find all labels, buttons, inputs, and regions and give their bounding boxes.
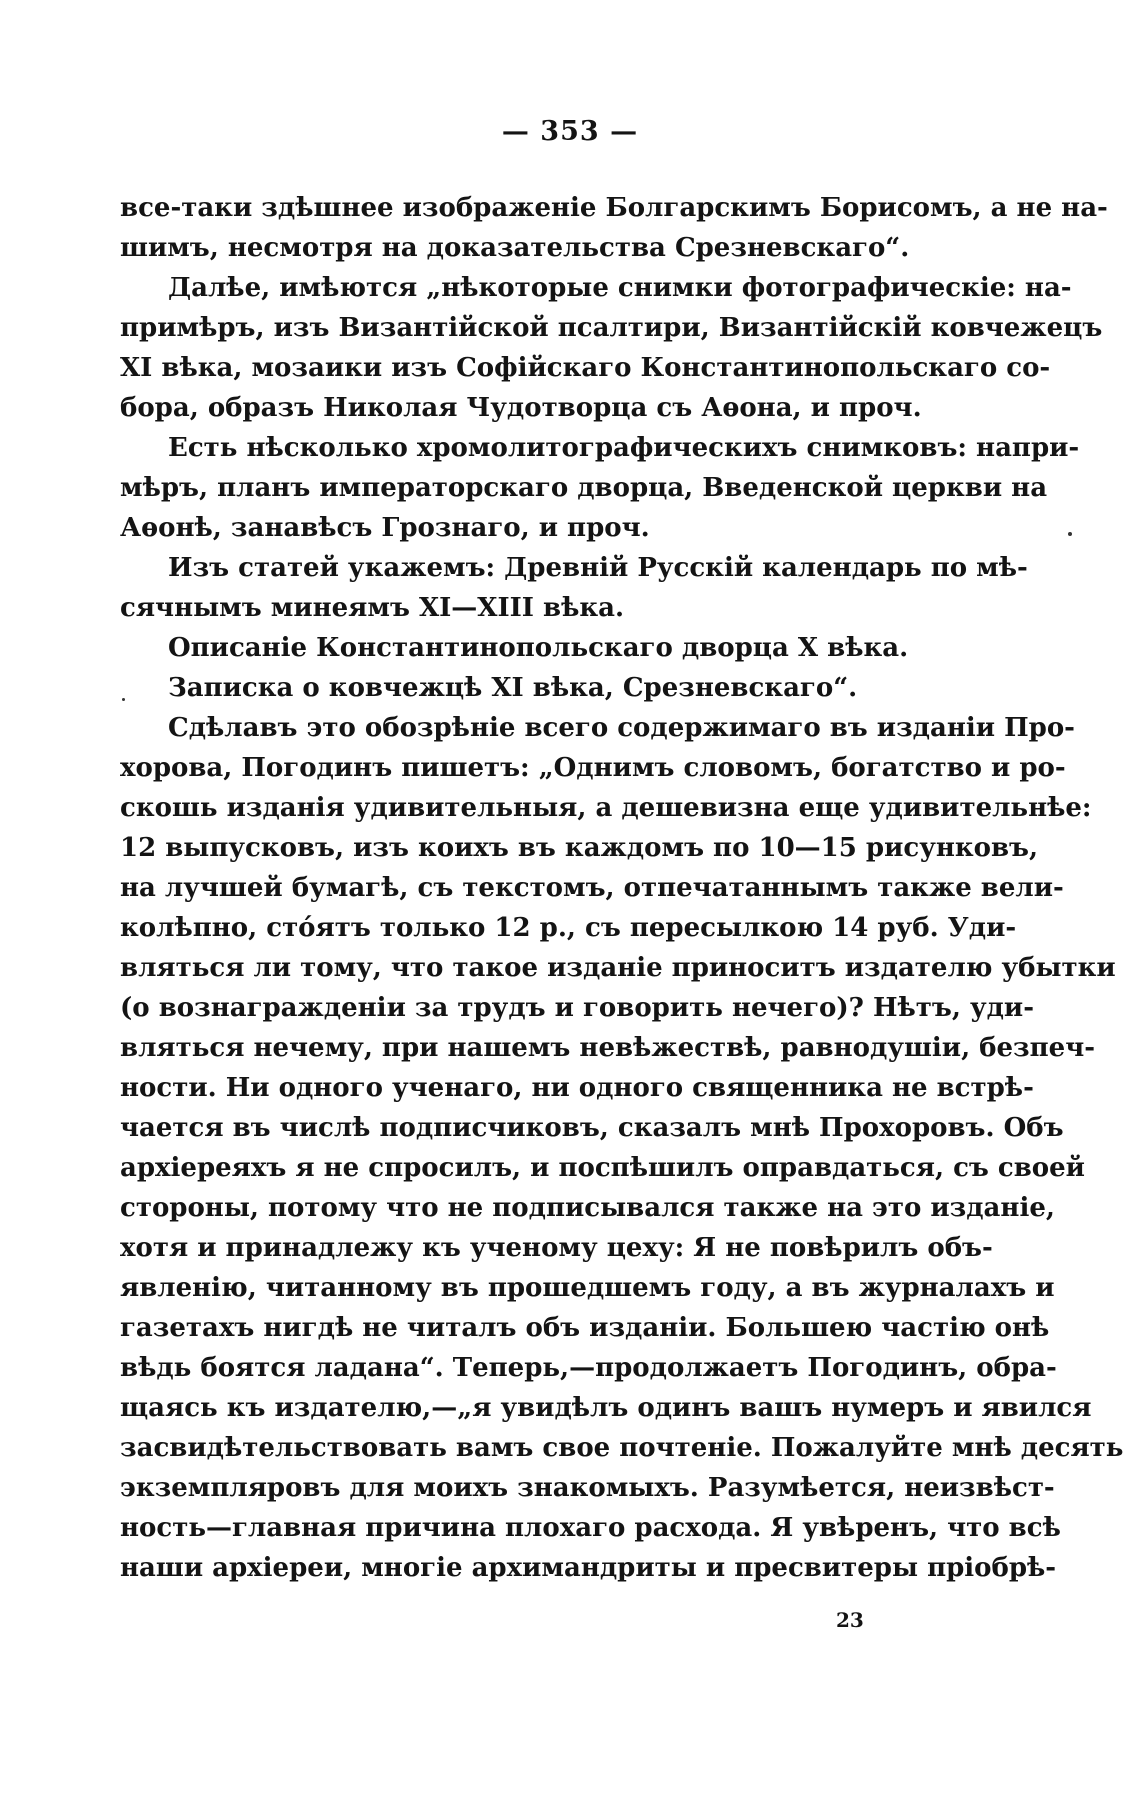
text-line: колѣпно, стóятъ только 12 р., съ пересылкою 14 руб. Уди- [120,913,1017,943]
text-line: все-таки здѣшнее изображенiе Болгарскимъ Борисомъ, а не на- [120,193,1108,223]
text-line: XI вѣка, мозаики изъ Софiйскаго Константинопольскаго со- [120,353,1051,383]
text-line: экземпляровъ для моихъ знакомыхъ. Разумѣется, неизвѣст- [120,1473,1055,1503]
signature-mark: 23 [836,1608,864,1632]
text-line: (о вознагражденiи за трудъ и говорить нечего)? Нѣтъ, уди- [120,993,1034,1023]
text-line: Аѳонѣ, занавѣсъ Грознаго, и проч. [120,513,650,543]
text-line: архiереяхъ я не спросилъ, и поспѣшилъ оправдаться, съ своей [120,1153,1085,1183]
text-line: на лучшей бумагѣ, съ текстомъ, отпечатаннымъ также вели- [120,873,1064,903]
text-line: вляться нечему, при нашемъ невѣжествѣ, равнодушiи, безпеч- [120,1033,1096,1063]
text-line: вѣдь боятся ладана“. Теперь,—продолжаетъ Погодинъ, обра- [120,1353,1057,1383]
text-line: сячнымъ минеямъ XI—XIII вѣка. [120,593,625,623]
text-line: шимъ, несмотря на доказательства Срезневскаго“. [120,233,910,263]
text-line: ности. Ни одного ученаго, ни одного священника не встрѣ- [120,1073,1034,1103]
scan-artifact [0,0,150,18]
text-line: Записка о ковчежцѣ XI вѣка, Срезневскаго“. [168,673,858,703]
text-line: Есть нѣсколько хромолитографическихъ снимковъ: напри- [168,433,1080,463]
text-line: ность—главная причина плохаго расхода. Я увѣренъ, что всѣ [120,1513,1061,1543]
page-number: — 353 — [501,116,639,147]
text-line: засвидѣтельствовать вамъ свое почтенiе. Пожалуйте мнѣ десять [120,1433,1124,1463]
ink-speck [1068,532,1072,536]
text-line: 12 выпусковъ, изъ коихъ въ каждомъ по 10—15 рисунковъ, [120,833,1039,863]
text-line: Изъ статей укажемъ: Древнiй Русскiй календарь по мѣ- [168,553,1028,583]
text-line: газетахъ нигдѣ не читалъ объ изданiи. Большею частiю онѣ [120,1313,1050,1343]
text-line: стороны, потому что не подписывался также на это изданiе, [120,1193,1055,1223]
text-line: бора, образъ Николая Чудотворца съ Аѳона, и проч. [120,393,922,423]
text-line: щаясь къ издателю,—„я увидѣлъ одинъ вашъ нумеръ и явился [120,1393,1092,1423]
text-line: наши архiереи, многiе архимандриты и пресвитеры прiобрѣ- [120,1553,1057,1583]
text-line: хотя и принадлежу къ ученому цеху: Я не повѣрилъ объ- [120,1233,993,1263]
text-line: Далѣе, имѣются „нѣкоторые снимки фотографическiе: на- [168,273,1072,303]
text-line: вляться ли тому, что такое изданiе приноситъ издателю убытки [120,953,1116,983]
text-line: мѣръ, планъ императорскаго дворца, Введенской церкви на [120,473,1048,503]
text-line: чается въ числѣ подписчиковъ, сказалъ мнѣ Прохоровъ. Объ [120,1113,1064,1143]
text-line: явленiю, читанному въ прошедшемъ году, а въ журналахъ и [120,1273,1055,1303]
text-line: Описанiе Константинопольскаго дворца X вѣка. [168,633,909,663]
text-line: примѣръ, изъ Византiйской псалтири, Византiйскiй ковчежецъ [120,313,1103,343]
text-line: Сдѣлавъ это обозрѣнiе всего содержимаго въ изданiи Про- [168,713,1075,743]
text-line: скошь изданiя удивительныя, а дешевизна еще удивительнѣе: [120,793,1092,823]
text-line: хорова, Погодинъ пишетъ: „Однимъ словомъ, богатство и ро- [120,753,1066,783]
body-text [120,188,1124,1588]
